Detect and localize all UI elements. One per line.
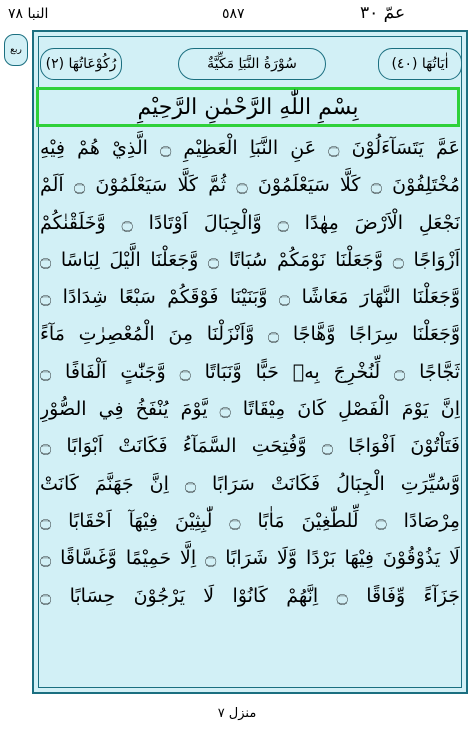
verse-lines [40, 130, 460, 615]
surah-title-band [38, 44, 462, 84]
surah-reference: النبا ٧٨ [8, 6, 49, 22]
surah-title: سُوْرَةُ النَّبَاِ مَكِّيَّةٌ [178, 48, 326, 80]
bismillah-highlight[interactable] [36, 87, 460, 127]
side-marker-medallion: ربع [4, 34, 28, 66]
page-header [0, 0, 474, 30]
page-number: ٥٨٧ [222, 6, 245, 22]
ruku-count-label: رُكُوْعَاتُهَا (٢) [40, 48, 122, 80]
verse-line: جَزَآءً وِّفَاقًا ۝ اِنَّهُمْ كَانُوْا لَا يَرْجُوْنَ حِسَابًا ۝ [40, 584, 460, 607]
verse-line: فَتَاْتُوْنَ اَفْوَاجًا ۝ وَّفُتِحَتِ السَّمَآءُ فَكَانَتْ اَبْوَابًا ۝ [40, 435, 460, 458]
manzil-footer: منزل ٧ [217, 706, 257, 721]
juz-label: عمّ ٣٠ [360, 3, 406, 23]
verse-line: عَمَّ يَتَسَآءَلُوْنَ ۝ عَنِ النَّبَاِ الْعَظِيْمِ ۝ الَّذِيْ هُمْ فِيْهِ [40, 137, 460, 159]
verse-line: ثَجَّاجًا ۝ لِّنُخْرِجَ بِهٖ حَبًّا وَّنَبَاتًا ۝ وَّجَنّٰتٍ اَلْفَافًا ۝ [40, 360, 460, 383]
verse-line: وَّجَعَلْنَا النَّهَارَ مَعَاشًا ۝ وَّبَنَيْنَا فَوْقَكُمْ سَبْعًا شِدَادًا ۝ [40, 286, 460, 309]
verse-line: لَا يَذُوْقُوْنَ فِيْهَا بَرْدًا وَّلَا شَرَابًا ۝ اِلَّا حَمِيْمًا وَّغَسَّاقًا ۝ [40, 547, 460, 570]
ayat-count-label: اٰيَاتُهَا (٤٠) [378, 48, 462, 80]
verse-line: وَّسُيِّرَتِ الْجِبَالُ فَكَانَتْ سَرَابًا ۝ اِنَّ جَهَنَّمَ كَانَتْ [40, 472, 460, 495]
verse-line: مُخْتَلِفُوْنَ ۝ كَلَّا سَيَعْلَمُوْنَ ۝ ثُمَّ كَلَّا سَيَعْلَمُوْنَ ۝ اَلَمْ [40, 174, 460, 197]
verse-line: نَجْعَلِ الْاَرْضَ مِهٰدًا ۝ وَّالْجِبَالَ اَوْتَادًا ۝ وَّخَلَقْنٰكُمْ [40, 211, 460, 234]
verse-line: مِرْصَادًا ۝ لِّلطّٰغِيْنَ مَاٰبًا ۝ لّٰبِثِيْنَ فِيْهَآ اَحْقَابًا ۝ [40, 509, 460, 532]
verse-line: اِنَّ يَوْمَ الْفَصْلِ كَانَ مِيْقَاتًا ۝ يَّوْمَ يُنْفَخُ فِي الصُّوْرِ [40, 398, 460, 421]
verse-line: وَّجَعَلْنَا سِرَاجًا وَّهَّاجًا ۝ وَّاَنْزَلْنَا مِنَ الْمُعْصِرٰتِ مَآءً [40, 323, 460, 346]
bismillah-text: بِسْمِ اللّٰهِ الرَّحْمٰنِ الرَّحِيْمِ [137, 94, 359, 120]
verse-line: اَزْوَاجًا ۝ وَّجَعَلْنَا نَوْمَكُمْ سُبَاتًا ۝ وَّجَعَلْنَا الَّيْلَ لِبَاسًا ۝ [40, 248, 460, 271]
